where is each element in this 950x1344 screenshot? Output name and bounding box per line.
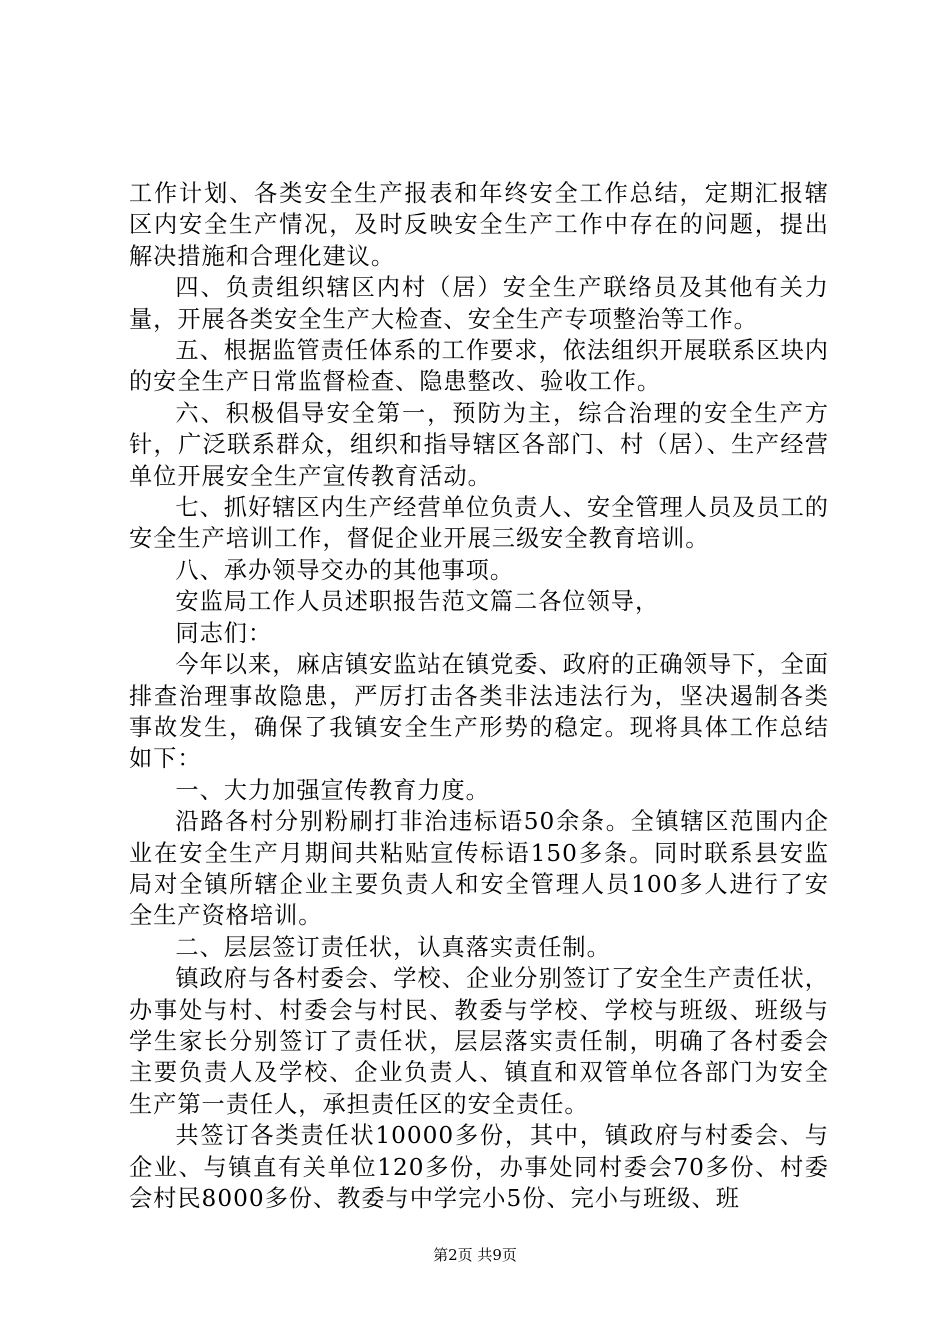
paragraph-section-two-heading: 二、层层签订责任状，认真落实责任制。 — [175, 933, 611, 961]
paragraph-contracts-count: 共签订各类责任状10000多份，其中，镇政府与村委会、与企业、与镇直有关单位120多份，办事处同村委会70多份、村委会村民8000多份、教委与中学完小5份、完小与班级、班 — [129, 1122, 829, 1212]
paragraph-introduction: 今年以来，麻店镇安监站在镇党委、政府的正确领导下，全面排查治理事故隐患，严厉打击各类非法违法行为，坚决遏制各类事故发生，确保了我镇安全生产形势的稳定。现将具体工作总结如下： — [129, 651, 829, 773]
paragraph-section-two-body: 镇政府与各村委会、学校、企业分别签订了安全生产责任状，办事处与村、村委会与村民、教委与学校、学校与班级、班级与学生家长分别签订了责任状，层层落实责任制，明确了各村委会主要负责人及学校、企业负责人、镇直和双管单位各部门为安全生产第一责任人，承担责任区的安全责任。 — [129, 965, 829, 1118]
paragraph-section-one-body: 沿路各村分别粉刷打非治违标语50余条。全镇辖区范围内企业在安全生产月期间共粘贴宣传标语150多条。同时联系县安监局对全镇所辖企业主要负责人和安全管理人员100多人进行了安全生产资格培训。 — [129, 808, 829, 930]
paragraph-item-four: 四、负责组织辖区内村（居）安全生产联络员及其他有关力量，开展各类安全生产大检查、安全生产专项整治等工作。 — [129, 274, 829, 333]
paragraph-item-five: 五、根据监管责任体系的工作要求，依法组织开展联系区块内的安全生产日常监督检查、隐患整改、验收工作。 — [129, 337, 829, 396]
paragraph-salutation: 同志们： — [175, 619, 273, 647]
paragraph-item-eight: 八、承办领导交办的其他事项。 — [175, 556, 515, 584]
page-number-footer: 第2页 共9页 — [433, 1246, 517, 1264]
paragraph-item-six: 六、积极倡导安全第一，预防为主，综合治理的安全生产方针，广泛联系群众，组织和指导辖区各部门、村（居）、生产经营单位开展安全生产宣传教育活动。 — [129, 399, 829, 490]
paragraph-work-plan-continuation: 工作计划、各类安全生产报表和年终安全工作总结，定期汇报辖区内安全生产情况，及时反映安全生产工作中存在的问题，提出解决措施和合理化建议。 — [129, 180, 829, 270]
paragraph-item-seven: 七、抓好辖区内生产经营单位负责人、安全管理人员及员工的安全生产培训工作，督促企业开展三级安全教育培训。 — [129, 494, 829, 553]
document-body — [129, 178, 829, 1214]
paragraph-second-report-heading: 安监局工作人员述职报告范文篇二各位领导， — [175, 588, 660, 616]
paragraph-section-one-heading: 一、大力加强宣传教育力度。 — [175, 776, 490, 804]
